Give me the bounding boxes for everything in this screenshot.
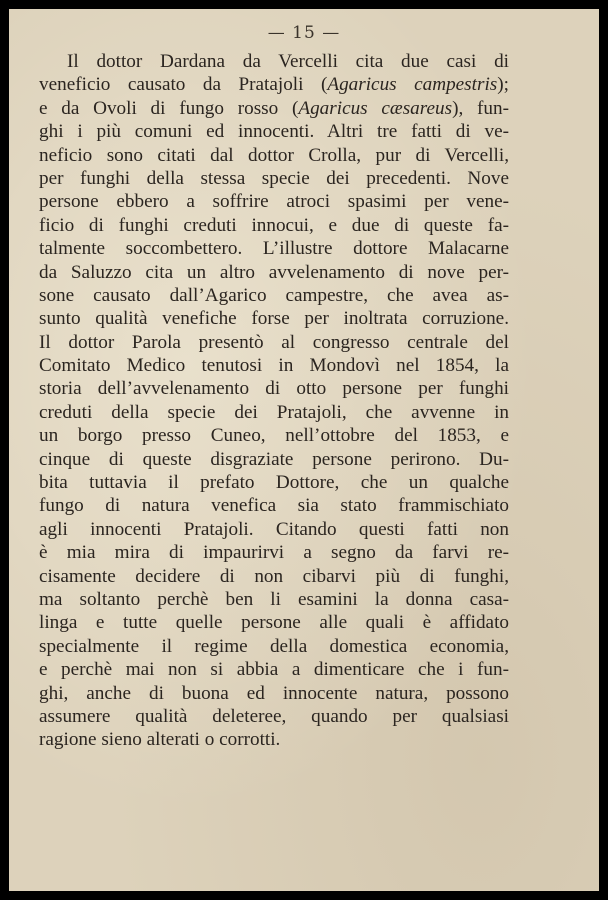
- text-line: bita tuttavia il prefato Dottore, che un qualche: [39, 472, 509, 494]
- text-line: persone ebbero a soffrire atroci spasimi per vene-: [39, 191, 509, 213]
- text-line: e perchè mai non si abbia a dimenticare che i fun-: [39, 659, 509, 681]
- latin-name: Agaricus campestris: [327, 74, 498, 96]
- book-page: [9, 9, 599, 891]
- text-line: linga e tutte quelle persone alle quali è affidato: [39, 612, 509, 634]
- text-line: fungo di natura venefica sia stato frammischiato: [39, 495, 509, 517]
- text-line: storia dell’avvelenamento di otto persone per funghi: [39, 378, 509, 400]
- text-line: specialmente il regime della domestica economia,: [39, 635, 509, 657]
- text-line: cisamente decidere di non cibarvi più di funghi,: [39, 565, 509, 587]
- text-line: un borgo presso Cuneo, nell’ottobre del 1853, e: [39, 425, 509, 447]
- text-line: Il dottor Dardana da Vercelli cita due casi di: [67, 51, 509, 72]
- text-line: ghi i più comuni ed innocenti. Altri tre fatti di ve-: [39, 121, 509, 143]
- text-line: veneficio causato da Pratajoli (Agaricus campestris);: [39, 74, 509, 96]
- text-line: sone causato dall’Agarico campestre, che avea as-: [39, 284, 509, 306]
- text-line: ghi, anche di buona ed innocente natura, possono: [39, 682, 509, 704]
- page-number: — 15 —: [267, 23, 341, 43]
- text-line: assumere qualità deleteree, quando per qualsiasi: [39, 705, 509, 727]
- text-line: cinque di queste disgraziate persone perirono. Du-: [39, 448, 509, 470]
- text-line: creduti della specie dei Pratajoli, che avvenne in: [39, 401, 509, 423]
- text-line: Il dottor Parola presentò al congresso centrale del: [39, 331, 509, 353]
- text-line: sunto qualità venefiche forse per inoltrata corruzione.: [39, 308, 509, 330]
- text-line: è mia mira di impaurirvi a segno da farvi re-: [39, 542, 509, 564]
- text-line: ficio di funghi creduti innocui, e due di queste fa-: [39, 214, 509, 236]
- text-line: e da Ovoli di fungo rosso (Agaricus cæsareus), fun-: [39, 97, 509, 119]
- text-line: neficio sono citati dal dottor Crolla, pur di Vercelli,: [39, 144, 509, 166]
- text-line: Comitato Medico tenutosi in Mondovì nel 1854, la: [39, 355, 509, 377]
- text-line: per funghi della stessa specie dei precedenti. Nove: [39, 167, 509, 189]
- text-line: talmente soccombettero. L’illustre dottore Malacarne: [39, 238, 509, 260]
- body-paragraph: [39, 50, 509, 752]
- text-line: da Saluzzo cita un altro avvelenamento di nove per-: [39, 261, 509, 283]
- text-line: ma soltanto perchè ben li esamini la donna casa-: [39, 588, 509, 610]
- text-line: ragione sieno alterati o corrotti.: [39, 729, 281, 751]
- text-line: agli innocenti Pratajoli. Citando questi fatti non: [39, 518, 509, 540]
- latin-name: Agaricus cæsareus: [298, 97, 453, 119]
